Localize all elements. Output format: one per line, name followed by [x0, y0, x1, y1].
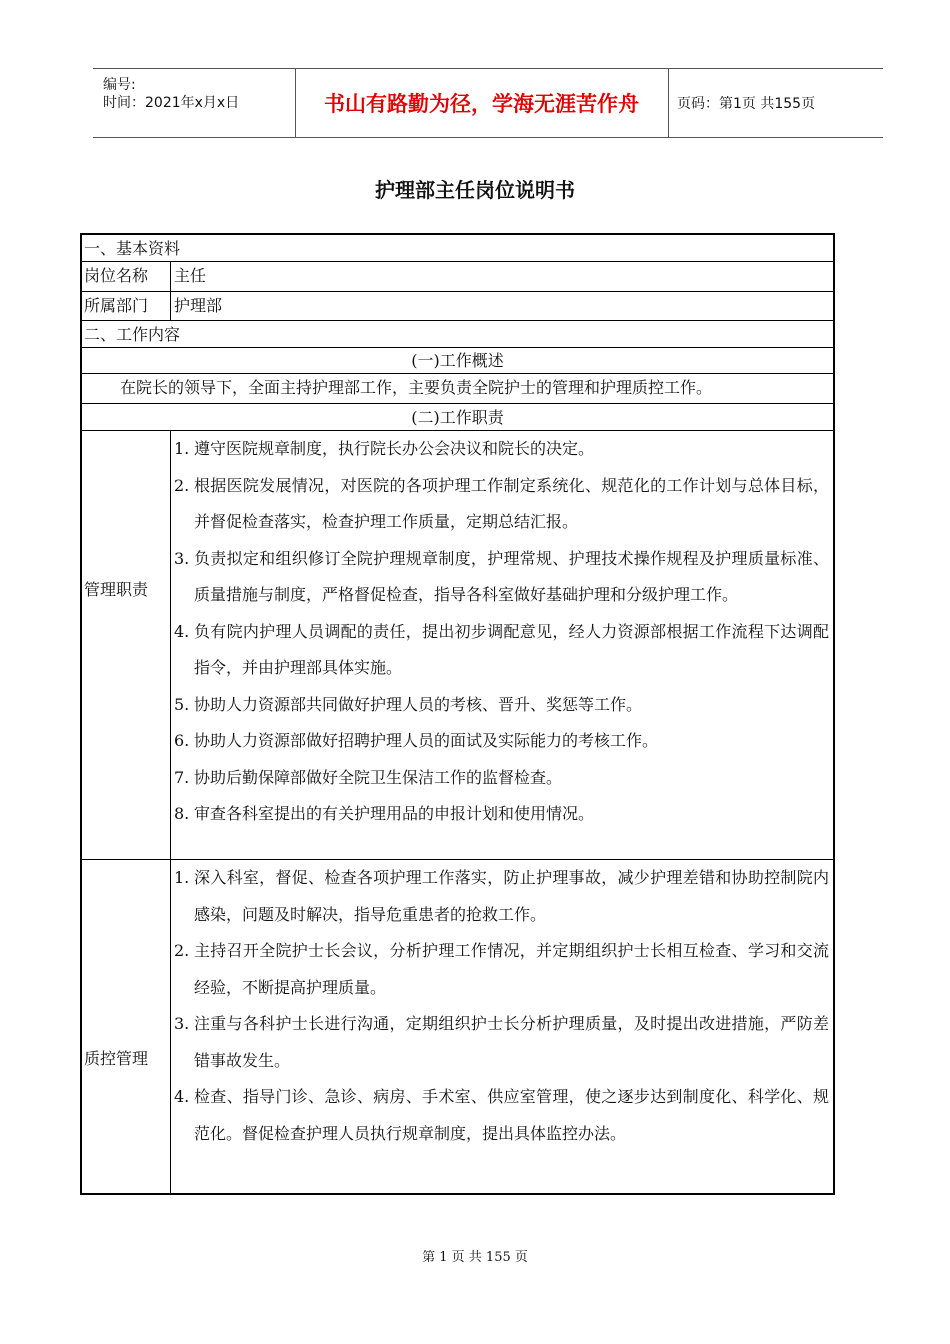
work-content-heading: 二、工作内容 — [84, 325, 181, 344]
management-duties-list — [174, 431, 829, 833]
overview-text: 在院长的领导下，全面主持护理部工作，主要负责全院护士的管理和护理质控工作。 — [120, 378, 713, 397]
list-item: 5. 协助人力资源部共同做好护理人员的考核、晋升、奖惩等工作。 — [174, 694, 643, 714]
time-label: 时间：2021年x月x日 — [103, 95, 240, 111]
department-label: 所属部门 — [84, 296, 149, 315]
duties-heading-row — [82, 404, 833, 431]
list-item: 2. 主持召开全院护士长会议，分析护理工作情况，并定期组织护士长相互检查、学习和交流经验，不断提高护理质量。 — [174, 941, 829, 997]
header-page-label: 页码：第1页 共155页 — [677, 96, 816, 112]
quality-control-list — [174, 860, 829, 1152]
list-item: 1. 遵守医院规章制度，执行院长办公会决议和院长的决定。 — [174, 439, 595, 458]
basic-info-heading: 一、基本资料 — [84, 239, 181, 258]
department-row — [82, 292, 833, 321]
department-value: 护理部 — [174, 296, 223, 315]
management-duties-label: 管理职责 — [84, 580, 149, 599]
job-description-table — [80, 233, 835, 1195]
list-item: 4. 检查、指导门诊、急诊、病房、手术室、供应室管理，使之逐步达到制度化、科学化、规范化。督促检查护理人员执行规章制度，提出具体监控办法。 — [174, 1087, 829, 1143]
position-label: 岗位名称 — [84, 266, 149, 285]
number-label: 编号: — [103, 77, 136, 93]
document-title: 护理部主任岗位说明书 — [375, 178, 575, 202]
list-item: 8. 审查各科室提出的有关护理用品的申报计划和使用情况。 — [174, 804, 595, 823]
basic-info-heading-row — [82, 235, 833, 262]
list-item: 6. 协助人力资源部做好招聘护理人员的面试及实际能力的考核工作。 — [174, 731, 659, 750]
overview-text-row — [82, 374, 833, 404]
page-footer: 第 1 页 共 155 页 — [422, 1250, 528, 1265]
duties-heading: (二)工作职责 — [411, 408, 504, 427]
list-item: 4. 负有院内护理人员调配的责任，提出初步调配意见，经人力资源部根据工作流程下达调配指令，并由护理部具体实施。 — [174, 621, 829, 677]
quality-control-section — [82, 860, 833, 1193]
header-motto: 书山有路勤为径，学海无涯苦作舟 — [295, 69, 669, 137]
page-header — [93, 68, 883, 138]
header-meta — [93, 69, 296, 137]
management-duties-section — [82, 431, 833, 860]
list-item: 3. 注重与各科护士长进行沟通，定期组织护士长分析护理质量，及时提出改进措施，严防差错事故发生。 — [174, 1014, 829, 1070]
overview-heading-row — [82, 348, 833, 374]
overview-heading: (一)工作概述 — [411, 351, 504, 370]
work-content-heading-row — [82, 321, 833, 348]
position-value: 主任 — [174, 266, 207, 285]
position-row — [82, 262, 833, 292]
list-item: 2. 根据医院发展情况，对医院的各项护理工作制定系统化、规范化的工作计划与总体目标，并督促检查落实，检查护理工作质量，定期总结汇报。 — [174, 475, 829, 531]
quality-control-label: 质控管理 — [84, 1049, 149, 1068]
list-item: 7. 协助后勤保障部做好全院卫生保洁工作的监督检查。 — [174, 767, 563, 787]
list-item: 3. 负责拟定和组织修订全院护理规章制度，护理常规、护理技术操作规程及护理质量标准、质量措施与制度，严格督促检查，指导各科室做好基础护理和分级护理工作。 — [174, 548, 829, 604]
list-item: 1. 深入科室，督促、检查各项护理工作落实，防止护理事故，减少护理差错和协助控制院内感染，问题及时解决，指导危重患者的抢救工作。 — [174, 868, 829, 924]
